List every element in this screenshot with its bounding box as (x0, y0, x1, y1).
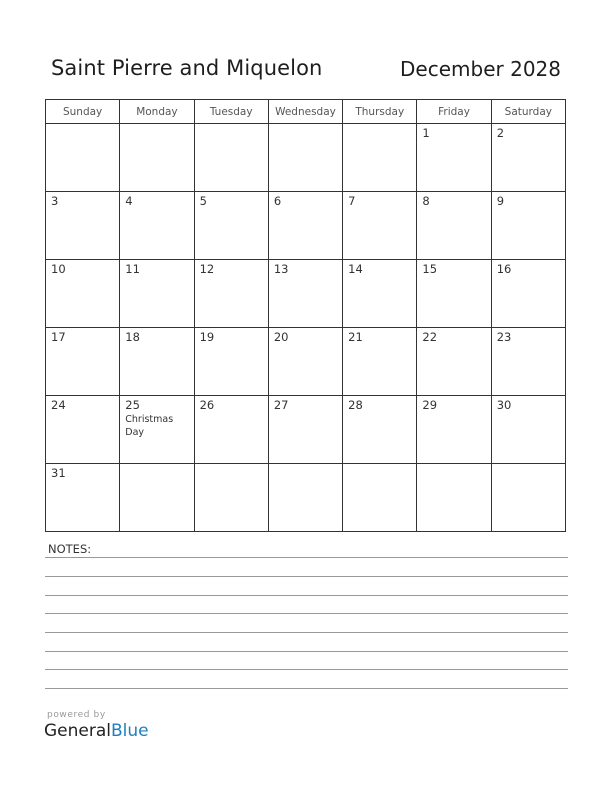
day-number: 27 (273, 398, 289, 412)
day-number: 10 (51, 262, 66, 276)
day-cell (491, 260, 565, 328)
day-cell (268, 328, 342, 396)
day-number: 20 (273, 330, 289, 344)
day-number: 12 (199, 262, 215, 276)
day-cell (46, 260, 120, 328)
brand-logo (44, 721, 149, 741)
day-number: 25 (125, 398, 140, 412)
day-cell (194, 260, 268, 328)
week-row (46, 192, 566, 260)
day-cell (120, 124, 194, 192)
day-cell (491, 396, 565, 464)
day-number: 7 (348, 194, 356, 208)
day-cell (120, 396, 194, 464)
note-line (45, 613, 568, 614)
day-cell (46, 124, 120, 192)
week-row (46, 396, 566, 464)
day-cell (268, 464, 342, 532)
day-cell (343, 124, 417, 192)
day-cell (491, 124, 565, 192)
day-number: 15 (422, 262, 438, 276)
day-number: 4 (125, 194, 133, 208)
brand-name-blue: Blue (111, 721, 149, 741)
day-number: 29 (422, 398, 438, 412)
weekday-header: Friday (417, 100, 491, 124)
brand-name-general: General (44, 721, 111, 741)
day-cell (268, 124, 342, 192)
day-number: 21 (348, 330, 363, 344)
weekday-header: Thursday (343, 100, 417, 124)
day-number: 3 (51, 194, 59, 208)
day-cell (343, 464, 417, 532)
day-cell (120, 260, 194, 328)
day-cell (46, 192, 120, 260)
note-line (45, 576, 568, 577)
weekday-header: Wednesday (268, 100, 342, 124)
day-number: 28 (348, 398, 363, 412)
day-number: 14 (348, 262, 363, 276)
day-number: 26 (199, 398, 215, 412)
day-cell (194, 396, 268, 464)
day-cell (194, 192, 268, 260)
day-cell (417, 464, 491, 532)
calendar-month-title: December 2028 (400, 57, 561, 81)
day-cell (491, 328, 565, 396)
note-line (45, 669, 568, 670)
day-cell (46, 464, 120, 532)
weekday-header: Monday (120, 100, 194, 124)
day-cell (343, 192, 417, 260)
week-row (46, 124, 566, 192)
day-cell (343, 328, 417, 396)
day-cell (194, 328, 268, 396)
day-number: 19 (199, 330, 215, 344)
day-number: 18 (125, 330, 140, 344)
day-number: 22 (422, 330, 438, 344)
day-cell (417, 192, 491, 260)
day-number: 9 (496, 194, 505, 208)
day-number: 13 (273, 262, 289, 276)
note-line (45, 632, 568, 633)
powered-by-text: powered by (47, 710, 106, 720)
week-row (46, 328, 566, 396)
weekday-header: Saturday (491, 100, 565, 124)
day-number: 11 (125, 262, 140, 276)
weekday-header-row (46, 100, 566, 124)
calendar-region-title: Saint Pierre and Miquelon (51, 56, 323, 80)
day-cell (417, 396, 491, 464)
day-number: 16 (496, 262, 512, 276)
note-line (45, 651, 568, 652)
weekday-header: Tuesday (194, 100, 268, 124)
day-cell (417, 328, 491, 396)
day-cell (343, 260, 417, 328)
day-cell (268, 260, 342, 328)
day-cell (46, 396, 120, 464)
day-cell (417, 124, 491, 192)
day-number: 30 (496, 398, 512, 412)
day-number: 1 (422, 126, 430, 140)
holiday-label: Christmas Day (125, 414, 174, 438)
day-cell (120, 328, 194, 396)
day-cell (491, 192, 565, 260)
day-cell (120, 192, 194, 260)
notes-label: NOTES: (48, 542, 92, 556)
day-number: 24 (51, 398, 66, 412)
day-cell (268, 396, 342, 464)
day-number: 6 (273, 194, 282, 208)
week-row (46, 260, 566, 328)
day-cell (194, 124, 268, 192)
note-line (45, 688, 568, 689)
day-cell (268, 192, 342, 260)
day-cell (343, 396, 417, 464)
day-cell (491, 464, 565, 532)
day-cell (46, 328, 120, 396)
day-number: 23 (496, 330, 512, 344)
week-row (46, 464, 566, 532)
calendar-grid (45, 99, 566, 532)
day-number: 5 (199, 194, 207, 208)
day-number: 8 (422, 194, 430, 208)
weekday-header: Sunday (46, 100, 120, 124)
note-line (45, 595, 568, 596)
day-number: 2 (496, 126, 505, 140)
day-number: 31 (51, 466, 66, 480)
note-line (45, 557, 568, 558)
day-cell (417, 260, 491, 328)
day-cell (194, 464, 268, 532)
day-cell (120, 464, 194, 532)
day-number: 17 (51, 330, 66, 344)
